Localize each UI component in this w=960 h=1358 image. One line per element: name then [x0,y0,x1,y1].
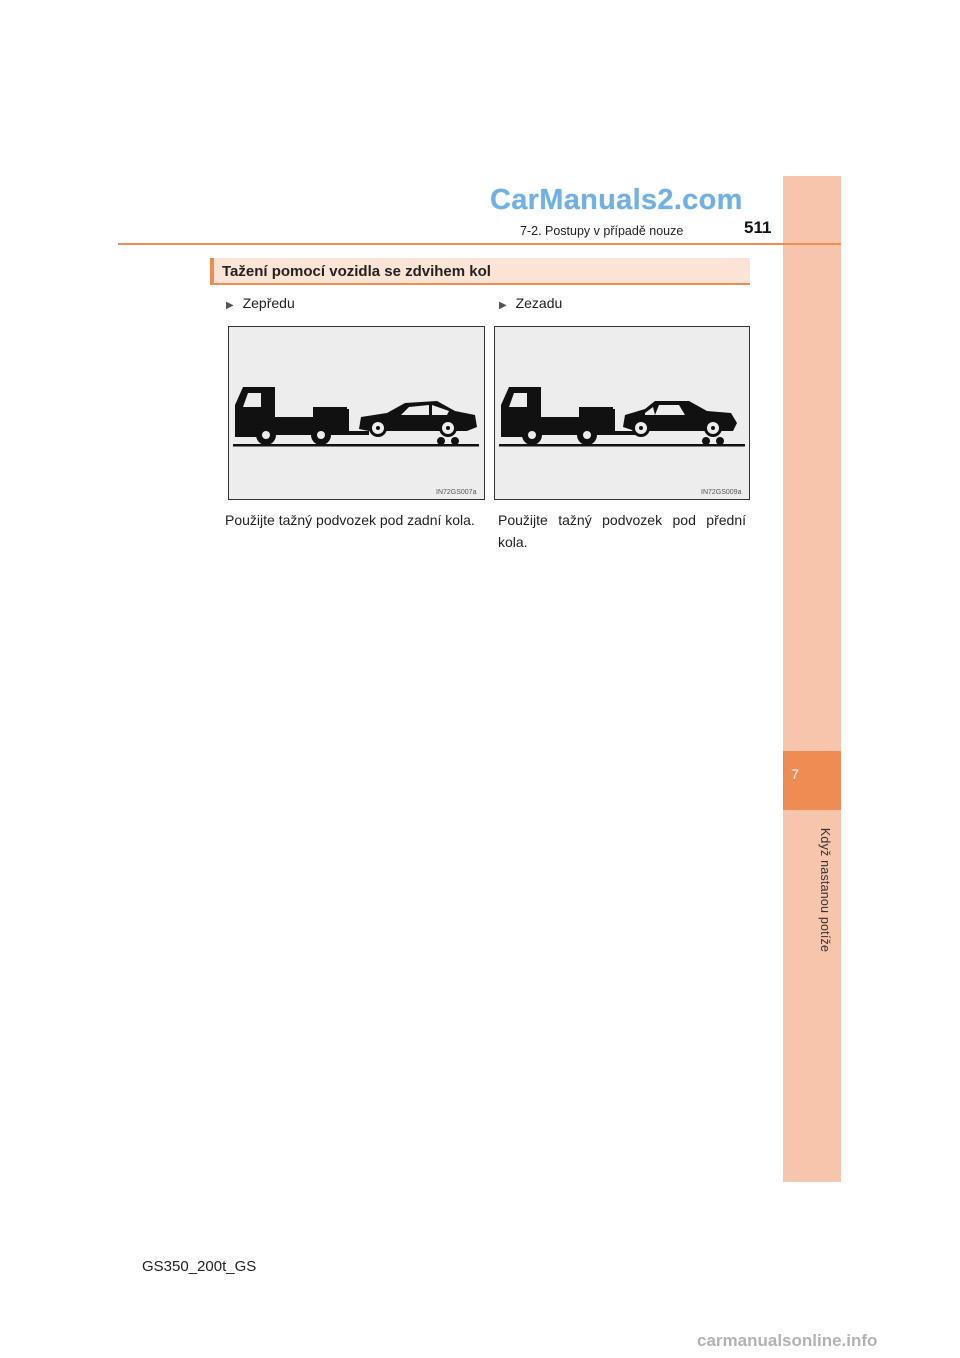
figure-code: IN72GS007a [436,489,477,496]
site-watermark[interactable]: carmanualsonline.info [697,1331,878,1350]
section-path: 7-2. Postupy v případě nouze [520,224,684,238]
model-code: GS350_200t_GS [142,1258,257,1275]
chapter-title: Když nastanou potíže [818,827,832,953]
triangle-bullet-icon: ▶ [499,300,507,311]
chapter-side-tab [783,176,841,1182]
chapter-number: 7 [791,766,799,782]
tow-truck-front-illustration [229,327,484,499]
figure-label-rear: ▶ Zezadu [499,295,563,311]
figure-caption-rear: Použijte tažný podvozek pod přední kola. [498,512,746,550]
figure-tow-rear [494,326,750,500]
header-rule [118,243,841,245]
tow-truck-rear-illustration [495,327,749,499]
figure-caption-front: Použijte tažný podvozek pod zadní kola. [225,512,475,528]
triangle-bullet-icon: ▶ [226,300,234,311]
watermark-link[interactable]: CarManuals2.com [490,184,743,216]
page-number: 511 [744,218,772,237]
figure-label-front: ▶ Zepředu [226,295,295,311]
section-heading: Tažení pomocí vozidla se zdvihem kol [222,263,491,280]
figure-code: IN72GS009a [701,489,742,496]
figure-tow-front [228,326,485,500]
